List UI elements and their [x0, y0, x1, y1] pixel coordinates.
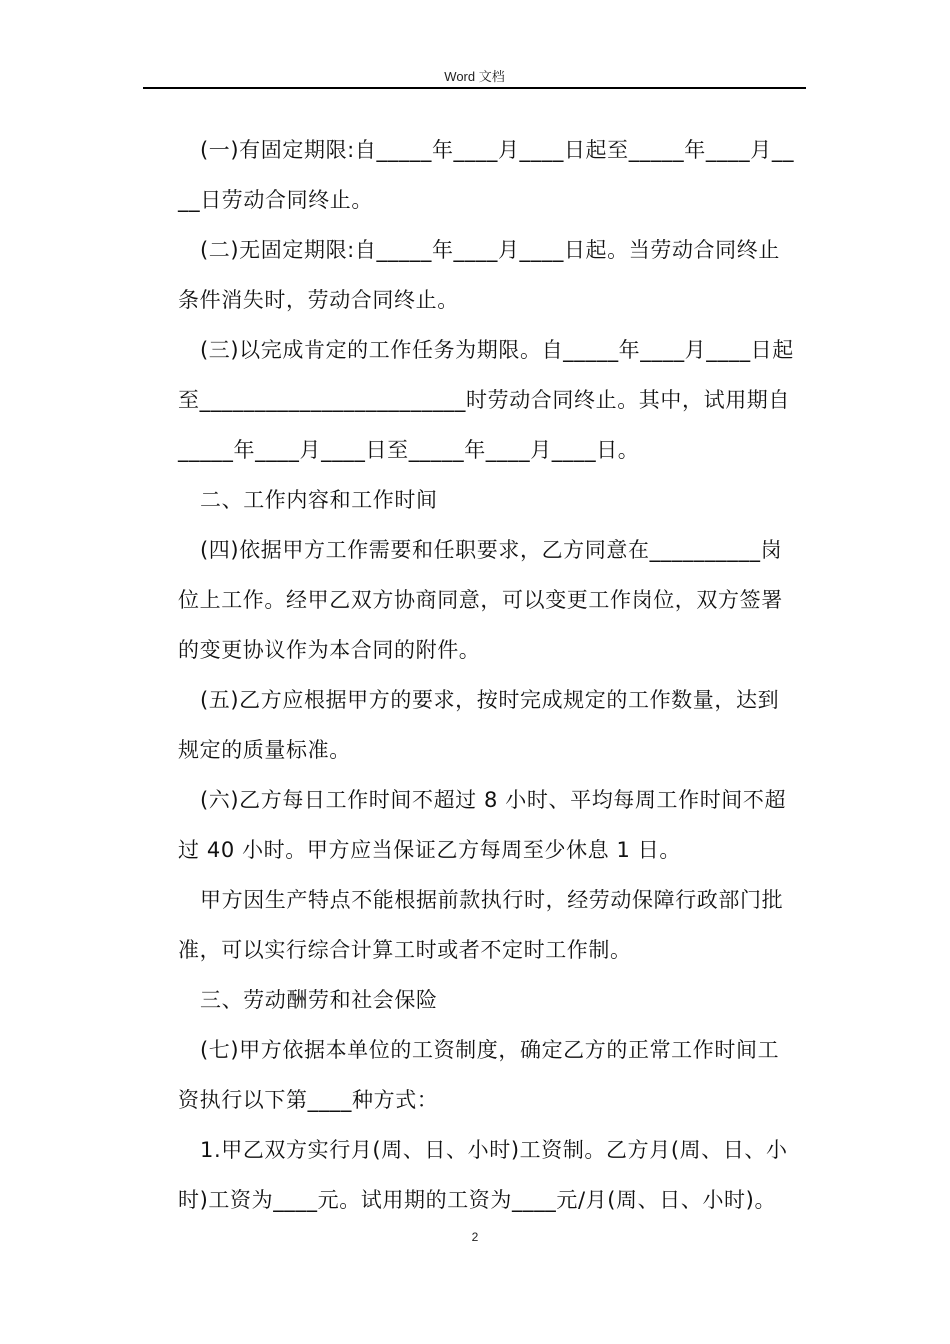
paragraph-work-position: (四)依据甲方工作需要和任职要求，乙方同意在__________岗位上工作。经甲乙双方协商同意，可以变更工作岗位，双方签署的变更协议作为本合同的附件。	[178, 538, 783, 662]
paragraph-flexible-hours: 甲方因生产特点不能根据前款执行时，经劳动保障行政部门批准，可以实行综合计算工时或者不定时工作制。	[178, 888, 784, 962]
paragraph-wage-system: (七)甲方依据本单位的工资制度，确定乙方的正常工作时间工资执行以下第____种方式：	[178, 1038, 780, 1112]
page-number: 2	[471, 1230, 479, 1244]
paragraph-work-hours: (六)乙方每日工作时间不超过 8 小时、平均每周工作时间不超过 40 小时。甲方应当保证乙方每周至少休息 1 日。	[178, 788, 787, 862]
section-heading-work-content: 二、工作内容和工作时间	[200, 488, 438, 512]
paragraph-work-quantity: (五)乙方应根据甲方的要求，按时完成规定的工作数量，达到规定的质量标准。	[178, 688, 780, 762]
header-divider	[143, 87, 806, 89]
paragraph-task-term: (三)以完成肯定的工作任务为期限。自_____年____月____日起至________________________时劳动合同终止。其中，试用期自_____年____月____日至_____年____月____日。	[178, 338, 794, 462]
paragraph-open-term: (二)无固定期限:自_____年____月____日起。当劳动合同终止条件消失时，劳动合同终止。	[178, 238, 780, 312]
section-heading-compensation: 三、劳动酬劳和社会保险	[200, 988, 438, 1012]
paragraph-wage-option-1: 1.甲乙双方实行月(周、日、小时)工资制。乙方月(周、日、小时)工资为____元。试用期的工资为____元/月(周、日、小时)。	[178, 1138, 788, 1212]
page-header: Word 文档	[444, 69, 505, 84]
document-body	[178, 125, 798, 1225]
paragraph-fixed-term: (一)有固定期限:自_____年____月____日起至_____年____月____日劳动合同终止。	[178, 138, 795, 212]
